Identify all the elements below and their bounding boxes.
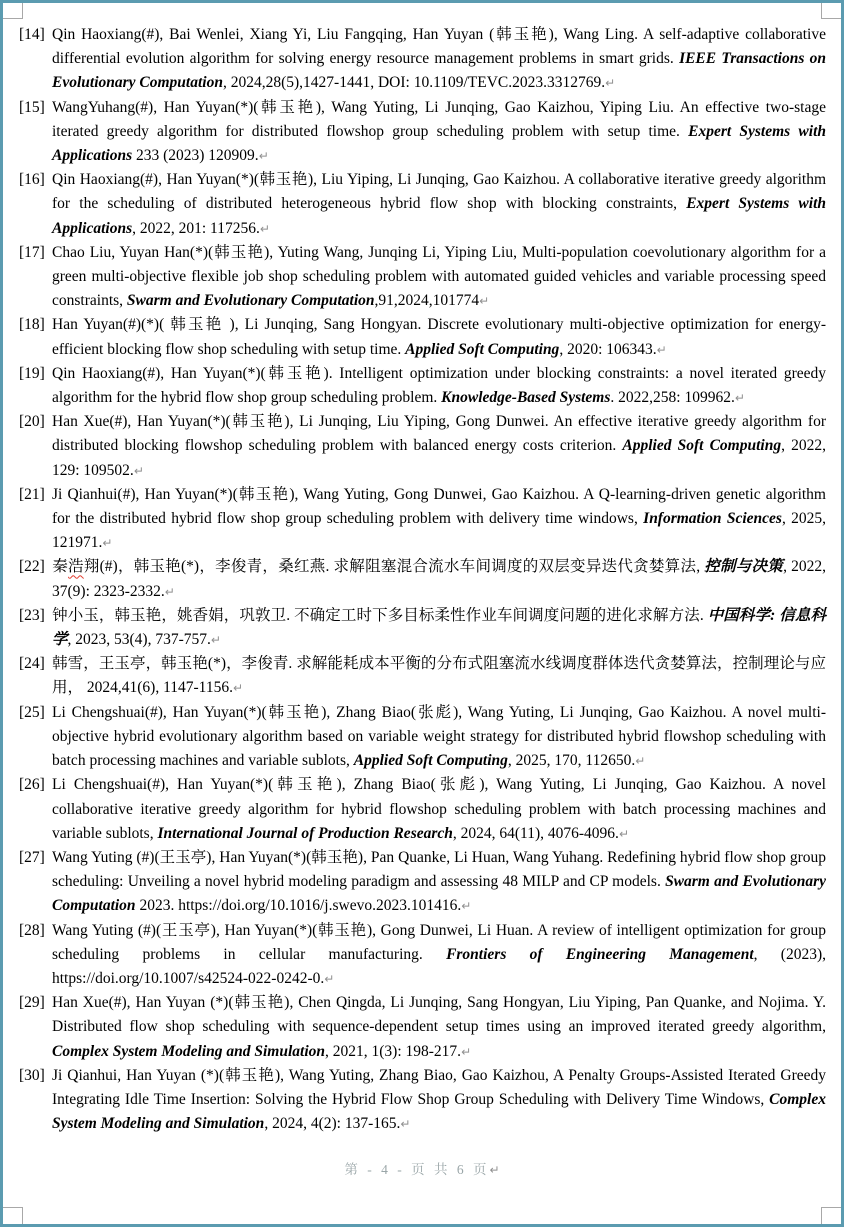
paragraph-mark: ↵ xyxy=(259,221,270,236)
reference-number: [24] xyxy=(19,655,45,673)
paragraph-mark: ↵ xyxy=(635,754,646,769)
reference-text: 翔(#)，韩玉艳(*)，李俊青，桑红燕. 求解阻塞混合流水车间调度的双层变异迭代贪婪算法, xyxy=(83,558,705,576)
journal-name: Swarm and Evolutionary Computation xyxy=(126,292,375,310)
reference-text: , 2023, 53(4), 737-757. xyxy=(67,631,211,649)
reference-number: [16] xyxy=(19,171,45,189)
reference-number: [22] xyxy=(19,558,45,576)
reference-item xyxy=(19,23,826,96)
paragraph-mark: ↵ xyxy=(164,584,175,599)
reference-number: [15] xyxy=(19,98,45,116)
paragraph-mark: ↵ xyxy=(324,971,335,986)
reference-text: , 2024, 4(2): 137-165. xyxy=(264,1115,401,1133)
reference-text: Li Chengshuai(#), Han Yuyan(*)(韩玉艳), Zhang Biao(张彪), Wang Yuting, Li Junqing, Gao Kaizhou. A novel collaborative iterative greedy algorithm for hybrid flowshop scheduling problem with batch processing machines and variable sublots, xyxy=(52,776,826,842)
reference-number: [19] xyxy=(19,364,45,382)
journal-name: Complex System Modeling and Simulation xyxy=(52,1042,326,1060)
reference-item xyxy=(19,96,826,169)
reference-item xyxy=(19,555,826,603)
reference-item xyxy=(19,919,826,992)
reference-number: [21] xyxy=(19,485,45,503)
corner-mark-bottom-right xyxy=(821,1207,844,1226)
reference-number: [20] xyxy=(19,413,45,431)
paragraph-mark: ↵ xyxy=(656,342,667,357)
reference-item xyxy=(19,483,826,556)
reference-item xyxy=(19,846,826,919)
reference-text: . 2022,258: 109962. xyxy=(610,389,735,407)
paragraph-mark: ↵ xyxy=(400,1117,411,1132)
reference-number: [18] xyxy=(19,316,45,334)
reference-text: ,91,2024,101774 xyxy=(374,292,480,310)
reference-text: Li Chengshuai(#), Han Yuyan(*)(韩玉艳), Zhang Biao(张彪), Wang Yuting, Li Junqing, Gao Kaizhou. A novel multi-objective hybrid evolutionary algorithm based on variable weight strategy for distributed hybrid flowshop scheduling with batch processing machines and variable sublots, xyxy=(52,703,826,770)
reference-number: [29] xyxy=(19,994,45,1012)
paragraph-mark: ↵ xyxy=(102,536,113,551)
paragraph-mark: ↵ xyxy=(479,294,490,309)
corner-mark-top-left xyxy=(0,0,23,19)
reference-text: Qin Haoxiang(#), Han Yuyan(*)(韩玉艳). Intelligent optimization under blocking constraints: a novel iterated greedy algorithm for the hybrid flow shop group scheduling problem. xyxy=(52,364,826,407)
journal-name: International Journal of Production Research xyxy=(157,824,453,842)
reference-text: Han Yuyan(#)(*)( 韩玉艳 ), Li Junqing, Sang Hongyan. Discrete evolutionary multi-objective optimization for energy-efficient blocking flow shop scheduling with setup time. xyxy=(52,316,826,358)
reference-text: 2023. https://doi.org/10.1016/j.swevo.2023.101416. xyxy=(135,897,462,915)
reference-text: Wang Yuting (#)(王玉亭), Han Yuyan(*)(韩玉艳), Gong Dunwei, Li Huan. A review of intelligent optimization for group scheduling problems in cellular manufacturing. xyxy=(52,921,826,963)
reference-text: , (2023), https://doi.org/10.1007/s42524-022-0242-0. xyxy=(52,945,827,987)
reference-text: , 2025, 121971. xyxy=(52,510,827,552)
reference-text: Han Xue(#), Han Yuyan(*)(韩玉艳), Li Junqing, Liu Yiping, Gong Dunwei. An effective iterative greedy algorithm for distributed blocking flowshop scheduling problem with balanced energy costs criterion. xyxy=(52,413,826,455)
journal-name: IEEE Transactions on Evolutionary Computation xyxy=(52,50,827,92)
reference-number: [14] xyxy=(19,26,45,43)
reference-text: , 2021, 1(3): 198-217. xyxy=(325,1042,462,1060)
paragraph-mark: ↵ xyxy=(605,76,616,91)
journal-name: Information Sciences xyxy=(643,510,782,528)
reference-number: [26] xyxy=(19,776,45,794)
reference-text: Han Xue(#), Han Yuyan (*)(韩玉艳), Chen Qingda, Li Junqing, Sang Hongyan, Liu Yiping, Pan Quanke, and Nojima. Y. Distributed flow shop scheduling with sequence-dependent setup times using an improved iterated greedy algorithm, xyxy=(52,994,826,1036)
reference-item xyxy=(19,410,826,483)
paragraph-mark: ↵ xyxy=(489,1163,500,1177)
paragraph-mark: ↵ xyxy=(232,681,244,696)
reference-text: , 2020: 106343. xyxy=(559,340,657,358)
reference-number: [30] xyxy=(19,1066,45,1084)
corner-mark-bottom-left xyxy=(0,1207,23,1226)
reference-text: , 2022, 129: 109502. xyxy=(52,437,827,479)
reference-item xyxy=(19,1064,826,1137)
journal-name: Knowledge-Based Systems xyxy=(441,389,611,407)
paragraph-mark: ↵ xyxy=(133,463,144,478)
paragraph-mark: ↵ xyxy=(461,1044,472,1059)
reference-text: , 2024,28(5),1427-1441, DOI: 10.1109/TEVC.2023.3312769. xyxy=(222,74,606,92)
page-number-text: 第 - 4 - 页 共 6 页 xyxy=(344,1162,490,1177)
paragraph-mark: ↵ xyxy=(618,826,629,841)
journal-name: Applied Soft Computing xyxy=(405,340,560,358)
reference-text: 韩雪，王玉亭，韩玉艳(*)，李俊青. 求解能耗成本平衡的分布式阻塞流水线调度群体迭代贪婪算法，控制理论与应用， 2024,41(6), 1147-1156. xyxy=(52,655,826,697)
reference-item xyxy=(19,604,826,652)
reference-item xyxy=(19,701,826,774)
reference-item xyxy=(19,241,826,314)
reference-text: 233 (2023) 120909. xyxy=(132,147,259,165)
paragraph-mark: ↵ xyxy=(734,391,745,406)
journal-name: Complex System Modeling and Simulation xyxy=(52,1090,826,1133)
reference-item xyxy=(19,313,826,361)
reference-item xyxy=(19,362,826,410)
journal-name: Expert Systems with Applications xyxy=(52,122,826,165)
paragraph-mark: ↵ xyxy=(210,633,221,648)
reference-text: 秦 xyxy=(52,558,69,576)
journal-name: 中国科学: 信息科学 xyxy=(52,606,826,649)
page-footer xyxy=(3,1158,841,1178)
paragraph-mark: ↵ xyxy=(258,149,269,164)
reference-text: Ji Qianhui(#), Han Yuyan(*)(韩玉艳), Wang Yuting, Gong Dunwei, Gao Kaizhou. A Q-learning-driven genetic algorithm for the distributed hybrid flow shop group scheduling problem with delivery time windows, xyxy=(52,485,826,528)
reference-text: Chao Liu, Yuyan Han(*)(韩玉艳), Yuting Wang, Junqing Li, Yiping Liu, Multi-population coevolutionary algorithm for a green multi-objective flexible job shop scheduling problem with automated guided vehicles and variable processing speed constraints, xyxy=(52,243,826,310)
reference-item xyxy=(19,168,826,241)
reference-text: WangYuhang(#), Han Yuyan(*)(韩玉艳), Wang Yuting, Li Junqing, Gao Kaizhou, Yiping Liu. An effective two-stage iterated greedy algorithm for distributed flowshop group scheduling problem with setup time. xyxy=(52,98,826,140)
reference-text: , 2022, 37(9): 2323-2332. xyxy=(52,558,826,600)
journal-name: Applied Soft Computing xyxy=(353,752,508,770)
reference-text: , 2025, 170, 112650. xyxy=(507,752,636,770)
reference-number: [23] xyxy=(19,606,45,624)
reference-number: [25] xyxy=(19,703,45,721)
reference-text: , 2022, 201: 117256. xyxy=(132,219,260,237)
reference-text: Qin Haoxiang(#), Bai Wenlei, Xiang Yi, Liu Fangqing, Han Yuyan (韩玉艳), Wang Ling. A self-adaptive collaborative differential evolution algorithm for solving energy resource management problems in smart grids. xyxy=(52,26,826,68)
reference-item xyxy=(19,773,826,846)
reference-text: 钟小玉，韩玉艳，姚香娟，巩敦卫. 不确定工时下多目标柔性作业车间调度问题的进化求解方法. xyxy=(52,606,708,624)
reference-number: [27] xyxy=(19,848,45,866)
corner-mark-top-right xyxy=(821,0,844,19)
reference-number: [17] xyxy=(19,243,45,261)
reference-text: 浩 xyxy=(68,558,84,576)
reference-list xyxy=(3,3,841,1136)
journal-name: 控制与决策 xyxy=(704,558,784,576)
journal-name: Swarm and Evolutionary Computation xyxy=(52,873,826,915)
reference-text: Ji Qianhui, Han Yuyan (*)(韩玉艳), Wang Yuting, Zhang Biao, Gao Kaizhou, A Penalty Groups-Assisted Iterated Greedy Integrating Idle Time Insertion: Solving the Hybrid Flow Shop Group Scheduling with Delivery Time Windows, xyxy=(52,1066,826,1108)
journal-name: Expert Systems with Applications xyxy=(52,195,827,237)
reference-text: Wang Yuting (#)(王玉亭), Han Yuyan(*)(韩玉艳), Pan Quanke, Li Huan, Wang Yuhang. Redefining hybrid flow shop group scheduling: Unveiling a novel hybrid modeling paradigm and assessing 48 MILP and CP models. xyxy=(52,848,826,891)
reference-text: Qin Haoxiang(#), Han Yuyan(*)(韩玉艳), Liu Yiping, Li Junqing, Gao Kaizhou. A collaborative iterative greedy algorithm for the scheduling of distributed heterogeneous hybrid flow shop with blocking constraints, xyxy=(52,171,826,213)
reference-item xyxy=(19,991,826,1064)
reference-number: [28] xyxy=(19,921,45,939)
journal-name: Frontiers of Engineering Management xyxy=(446,945,754,963)
journal-name: Applied Soft Computing xyxy=(622,437,782,455)
reference-text: , 2024, 64(11), 4076-4096. xyxy=(452,824,619,842)
paragraph-mark: ↵ xyxy=(461,899,472,914)
reference-item xyxy=(19,652,826,700)
